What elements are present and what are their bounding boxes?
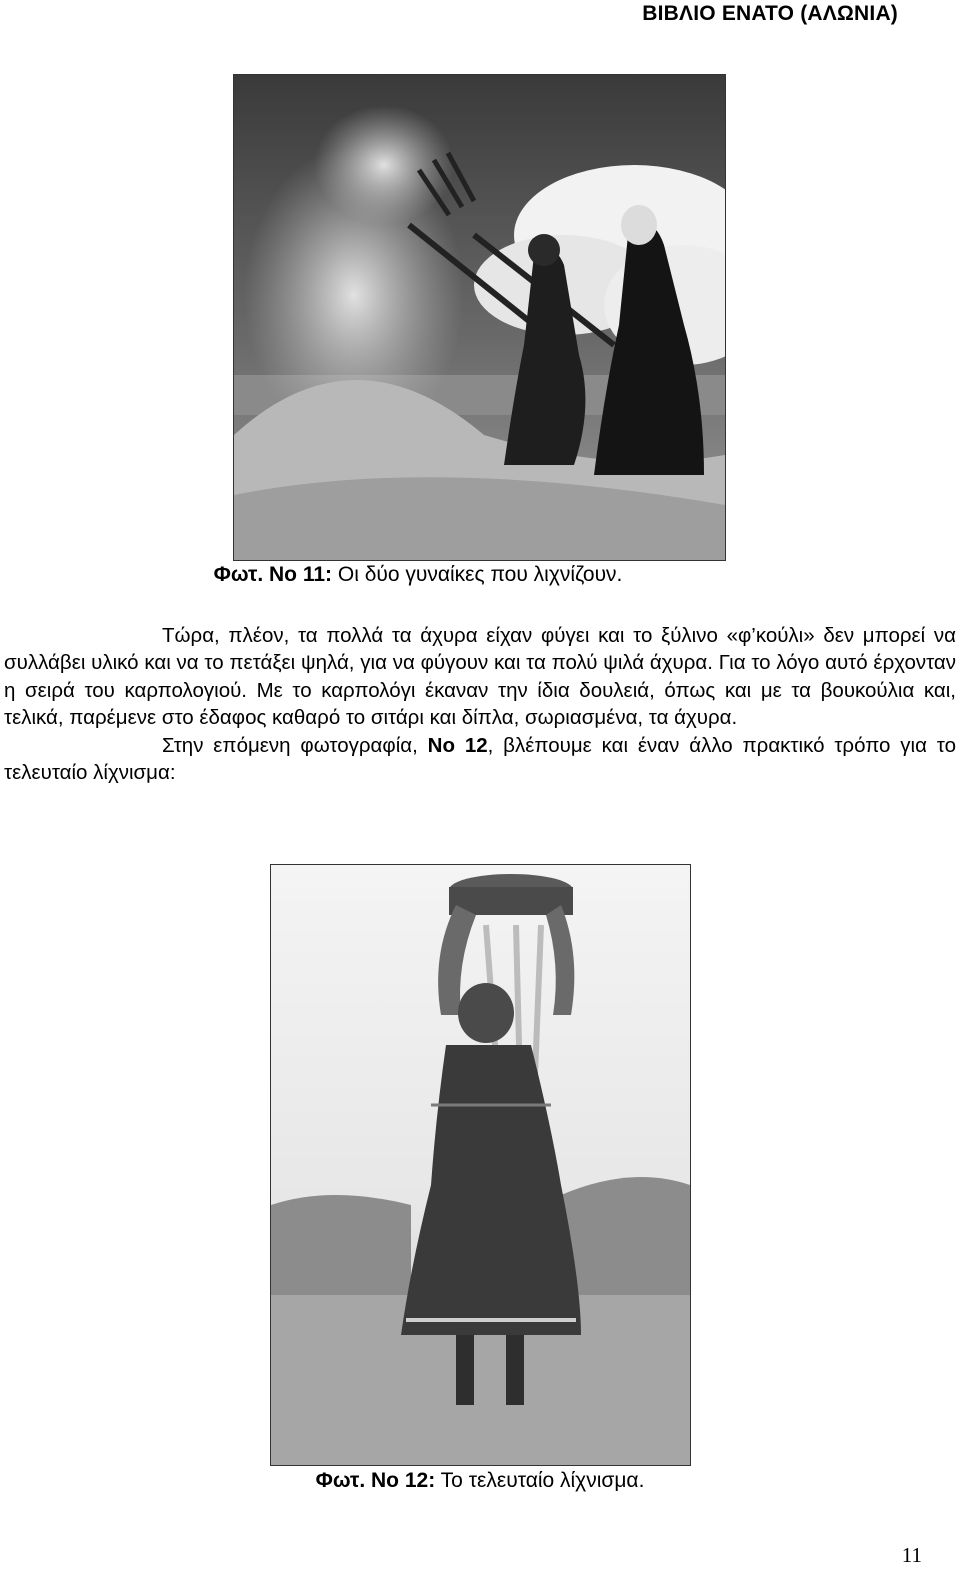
caption-text: Το τελευταίο λίχνισμα. — [435, 1469, 645, 1492]
photo-caption-11 — [0, 563, 898, 587]
page-header: ΒΙΒΛΙΟ ΕΝΑΤΟ (ΑΛΩΝΙΑ) — [642, 2, 898, 25]
photo-caption-12 — [0, 1469, 960, 1493]
caption-label: Φωτ. Νο 11: — [213, 563, 333, 586]
paragraph — [4, 732, 956, 787]
caption-text: Οι δύο γυναίκες που λιχνίζουν. — [332, 563, 623, 586]
paragraph: Τώρα, πλέον, τα πολλά τα άχυρα είχαν φύγει και το ξύλινο «φ’κούλι» δεν μπορεί να συλλάβει υλικό και να το πετάξει ψηλά, για να φύγουν και τα πολύ ψιλά άχυρα. Για το λόγο αυτό έρχονταν η σειρά του καρπολογιού. Με το καρπολόγι έκαναν την ίδια δουλειά, όπως και με τα βουκούλια και, τελικά, παρέμενε στο έδαφος καθαρό το σιτάρι και δίπλα, σωριασμένα, τα άχυρα. — [4, 624, 956, 730]
photo-two-women-winnowing — [233, 74, 726, 561]
paragraph-text: Στην επόμενη φωτογραφία, — [162, 733, 428, 757]
caption-label: Φωτ. Νο 12: — [315, 1469, 436, 1492]
page-number: 11 — [901, 1543, 922, 1567]
paragraph-text: , βλέπουμε και έναν άλλο πρακτικό τρόπο για το τελευταίο λίχνισμα: — [4, 733, 957, 785]
photo-reference: Νο 12 — [427, 733, 488, 757]
body-text — [4, 622, 956, 786]
photo-final-winnowing — [270, 864, 691, 1466]
